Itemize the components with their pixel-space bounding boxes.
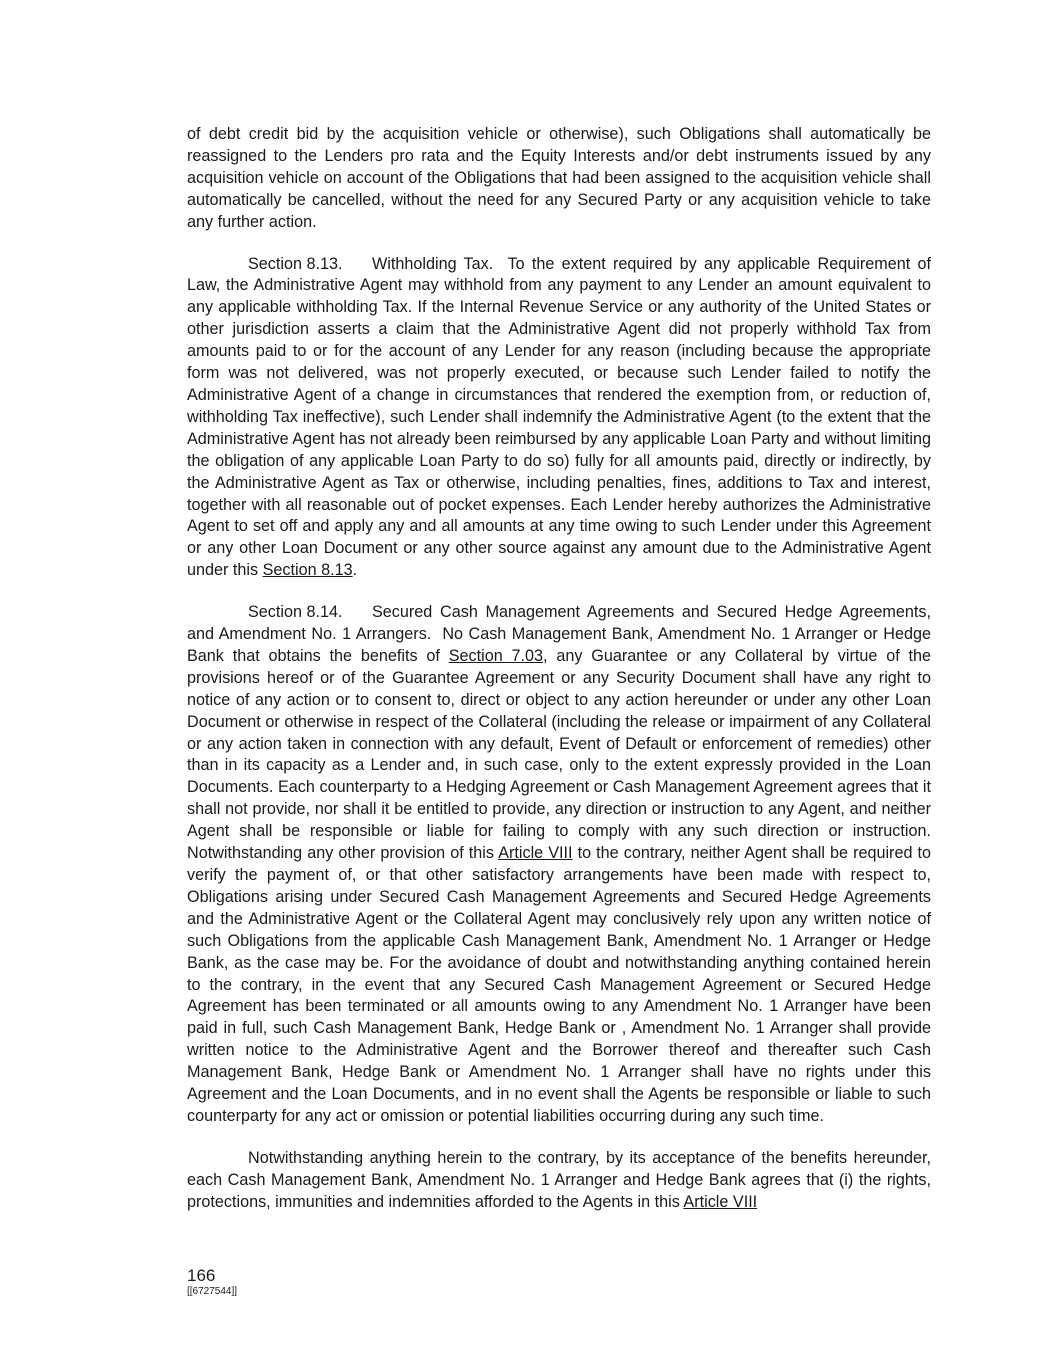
section-reference-link[interactable]: Section 8.13	[262, 561, 353, 580]
document-page	[187, 124, 931, 1234]
paragraph-continuation	[187, 124, 931, 234]
section-reference-link[interactable]: Section 7.03	[448, 646, 544, 665]
section-8-13	[187, 254, 931, 583]
paragraph-text: Notwithstanding anything herein to the contrary, by its acceptance of the benefits hereunder, each Cash Management Bank, Amendment No. 1 Arranger and Hedge Bank agrees that (i) the rights, protections, immunities and indemnities afforded to the Agents in this	[187, 1148, 931, 1211]
paragraph-notwithstanding	[187, 1148, 931, 1214]
section-body-part: to the contrary, neither Agent shall be required to verify the payment of, or that other satisfactory arrangements have been made with respect to, Obligations arising under Secured Cash Management Agreements and Secured Hedge Agreements and the Administrative Agent or the Collateral Agent may conclusively rely upon any written notice of such Obligations from the applicable Cash Management Bank, Amendment No. 1 Arranger or Hedge Bank, as the case may be. For the avoidance of doubt and notwithstanding anything contained herein to the contrary, in the event that any Secured Cash Management Agreement or Secured Hedge Agreement has been terminated or all amounts owing to any Amendment No. 1 Arranger have been paid in full, such Cash Management Bank, Hedge Bank or , Amendment No. 1 Arranger shall provide written notice to the Administrative Agent and the Borrower thereof and thereafter such Cash Management Bank, Hedge Bank or Amendment No. 1 Arranger shall have no rights under this Agreement and the Loan Documents, and in no event shall the Agents be responsible or liable to such counterparty for any act or omission or potential liabilities occurring during any such time.	[187, 844, 932, 1125]
article-reference-link[interactable]: Article VIII	[498, 844, 573, 863]
page-footer	[187, 1266, 237, 1298]
section-8-14	[187, 602, 931, 1128]
section-body-part: , any Guarantee or any Collateral by virtue of the provisions hereof or of the Guarantee Agreement or any Security Document shall have any right to notice of any action or to consent to, direct or object to any action hereunder or under any other Loan Document or otherwise in respect of the Collateral (including the release or impairment of any Collateral or any action taken in connection with any default, Event of Default or enforcement of remedies) other than in its capacity as a Lender and, in such case, only to the extent expressly provided in the Loan Documents. Each counterparty to a Hedging Agreement or Cash Management Agreement agrees that it shall not provide, nor shall it be entitled to provide, any direction or instruction to any Agent, and neither Agent shall be responsible or liable for failing to comply with any such direction or instruction. Notwithstanding any other provision of this	[187, 646, 932, 863]
section-number: Section 8.14.	[248, 603, 343, 622]
section-body-part: No Cash Management Bank, Amendment No. 1 Arranger or Hedge Bank that obtains the benefits of	[187, 625, 931, 665]
section-number: Section 8.13.	[248, 254, 343, 273]
page-number: 166	[187, 1266, 216, 1285]
paragraph-text: of debt credit bid by the acquisition vehicle or otherwise), such Obligations shall automatically be reassigned to the Lenders pro rata and the Equity Interests and/or debt instruments issued by any acquisition vehicle on account of the Obligations that had been assigned to the acquisition vehicle shall automatically be cancelled, without the need for any Secured Party or any acquisition vehicle to take any further action.	[187, 125, 931, 231]
document-id: [[6727544]]	[187, 1286, 238, 1297]
section-body: To the extent required by any applicable Requirement of Law, the Administrative Agent may withhold from any payment to any Lender an amount equivalent to any applicable withholding Tax. If the Internal Revenue Service or any authority of the United States or other jurisdiction asserts a claim that the Administrative Agent did not properly withhold Tax from amounts paid to or for the account of any Lender for any reason (including because the appropriate form was not delivered, was not properly executed, or because such Lender failed to notify the Administrative Agent of a change in circumstances that rendered the exemption from, or reduction of, withholding Tax ineffective), such Lender shall indemnify the Administrative Agent (to the extent that the Administrative Agent has not already been reimbursed by any applicable Loan Party and without limiting the obligation of any applicable Loan Party to do so) fully for all amounts paid, directly or indirectly, by the Administrative Agent as Tax or otherwise, including penalties, fines, additions to Tax and interest, together with all reasonable out of pocket expenses. Each Lender hereby authorizes the Administrative Agent to set off and apply any and all amounts at any time owing to such Lender under this Agreement or any other Loan Document or any other source against any amount due to the Administrative Agent under this	[187, 254, 931, 580]
section-end-punctuation: .	[352, 561, 358, 580]
article-reference-link[interactable]: Article VIII	[683, 1192, 758, 1211]
section-heading: Secured Cash Management Agreements and Secured Hedge Agreements, and Amendment No. 1 Arrangers.	[187, 603, 931, 644]
section-heading: Withholding Tax.	[372, 254, 494, 273]
